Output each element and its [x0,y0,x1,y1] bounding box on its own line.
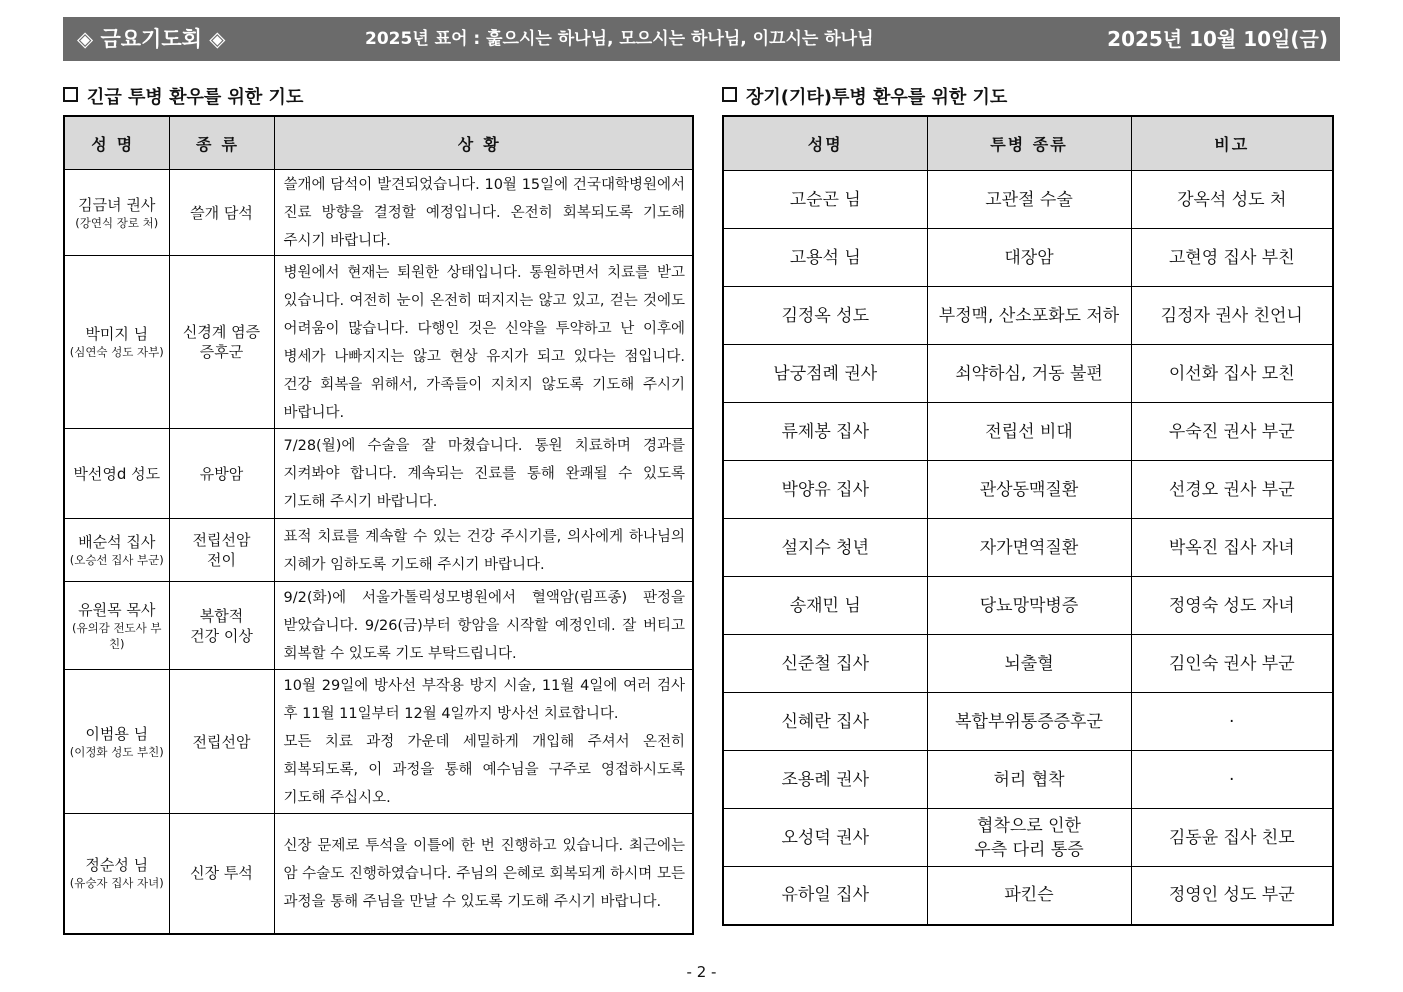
table-row [64,670,693,814]
table-row [723,287,1333,345]
patient-relation: (유숭자 집사 자녀) [69,876,164,891]
checkbox-square-icon [722,87,737,102]
note-cell: 이선화 집사 모친 [1131,345,1333,403]
urgent-prayer-table [63,115,694,935]
table-header-row [64,116,693,170]
illness-type: 부정맥, 산소포화도 저하 [938,305,1120,326]
column-header-situation: 상황 [274,116,693,170]
table-row [723,519,1333,577]
illness-cell [927,693,1131,751]
table-row [723,635,1333,693]
illness-cell [927,287,1131,345]
table-row [723,171,1333,229]
condition-text: 표적 치료를 계속할 수 있는 건강 주시기를, 의사에게 하나님의 지혜가 임하도록 기도해 주시기 바랍니다. [274,519,693,582]
illness-cell [927,635,1131,693]
checkbox-square-icon [63,87,78,102]
patient-name: 박미지 님 [85,325,149,343]
condition-text: 병원에서 현재는 퇴원한 상태입니다. 통원하면서 치료를 받고 있습니다. 여전히 눈이 온전히 떠지지는 않고 있고, 걷는 것에도 어려움이 많습니다. 다행인 것은 신약을 투약하고 난 이후에 병세가 나빠지지는 않고 현상 유지가 되고 있다는 점입니다. 건강 회복을 위해서, 가족들이 지치지 않도록 기도해 주시기 바랍니다. [274,256,693,429]
patient-name: 오성덕 권사 [723,809,927,867]
patient-relation: (오승선 집사 부군) [69,553,164,567]
longterm-section-title [722,86,1007,110]
illness-cell [927,577,1131,635]
patient-name: 고순곤 님 [723,171,927,229]
table-row [723,693,1333,751]
patient-name: 설지수 청년 [723,519,927,577]
disease-type-cell [169,582,274,670]
illness-type: 자가면역질환 [979,537,1079,558]
illness-cell [927,345,1131,403]
table-row [64,170,693,256]
table-row [64,519,693,582]
note-cell: 강옥석 성도 처 [1131,171,1333,229]
patient-cell [64,582,169,670]
note-cell: 선경오 권사 부군 [1131,461,1333,519]
disease-type: 전이 [207,551,236,569]
column-header-name: 성명 [64,116,169,170]
illness-cell [927,461,1131,519]
condition-text: 7/28(월)에 수술을 잘 마쳤습니다. 통원 치료하며 경과를 지켜봐야 합니다. 계속되는 진료를 통해 완쾌될 수 있도록 기도해 주시기 바랍니다. [274,429,693,519]
note-cell: 정영숙 성도 자녀 [1131,577,1333,635]
illness-type: 뇌출혈 [1004,653,1054,674]
illness-cell [927,751,1131,809]
column-header-illness: 투병 종류 [927,116,1131,171]
column-header-type: 종류 [169,116,274,170]
longterm-section-title-text: 장기(기타)투병 환우를 위한 기도 [746,87,1008,108]
disease-type: 쓸개 담석 [190,203,253,222]
illness-type: 쇠약하심, 거동 불편 [955,363,1103,384]
table-row [723,461,1333,519]
disease-type: 건강 이상 [190,626,253,645]
column-header-note: 비고 [1131,116,1333,171]
annual-motto: 2025년 표어 : 훑으시는 하나님, 모으시는 하나님, 이끄시는 하나님 [365,29,874,49]
table-row [723,403,1333,461]
note-cell: · [1131,693,1333,751]
urgent-section-title [63,86,303,110]
page-title: ◈ 금요기도회 ◈ [77,27,226,51]
patient-name: 유원목 목사 [78,600,156,619]
disease-type-cell [169,429,274,519]
illness-cell [927,229,1131,287]
patient-name: 박선영d 성도 [73,464,161,483]
column-header-name: 성명 [723,116,927,171]
illness-type: 전립선 비대 [985,421,1073,442]
disease-type: 유방암 [199,464,244,483]
condition-text: 10월 29일에 방사선 부작용 방지 시술, 11월 4일에 여러 검사 후 11월 11일부터 12월 4일까지 방사선 치료합니다. 모든 치료 과정 가운데 세밀하게 개입해 주셔서 온전히 회복되도록, 이 과정을 통해 예수님을 구주로 영접하시도록 기도해 주십시오. [274,670,693,814]
patient-relation: (유의감 전도사 부친) [71,620,162,651]
disease-type: 신장 투석 [190,864,253,883]
illness-type: 당뇨망막병증 [979,595,1079,616]
disease-type-cell [169,170,274,256]
disease-type-cell [169,670,274,814]
illness-type: 허리 협착 [993,769,1065,790]
table-header-row [723,116,1333,171]
disease-type: 신경계 염증 [182,323,261,341]
page-number: - 2 - [686,963,717,981]
illness-cell [927,867,1131,925]
disease-type-cell [169,814,274,934]
patient-name: 배순석 집사 [78,533,156,551]
table-row [64,582,693,670]
patient-name: 유하일 집사 [723,867,927,925]
note-cell: 김동윤 집사 친모 [1131,809,1333,867]
patient-cell [64,170,169,256]
illness-type: 파킨슨 [1004,885,1054,906]
patient-name: 김정옥 성도 [723,287,927,345]
illness-cell [927,403,1131,461]
table-row [64,429,693,519]
patient-name: 송재민 님 [723,577,927,635]
condition-text: 쓸개에 담석이 발견되었습니다. 10월 15일에 건국대학병원에서 진료 방향을 결정할 예정입니다. 온전히 회복되도록 기도해 주시기 바랍니다. [274,170,693,256]
patient-name: 김금녀 권사 [78,195,156,214]
patient-cell [64,256,169,429]
note-cell: 김인숙 권사 부군 [1131,635,1333,693]
table-row [64,814,693,934]
patient-name: 정순성 님 [85,856,149,875]
table-row [723,577,1333,635]
disease-type: 전립선암 [192,531,251,549]
note-cell: 우숙진 권사 부군 [1131,403,1333,461]
condition-text: 9/2(화)에 서울가톨릭성모병원에서 혈액암(림프종) 판정을 받았습니다. 9/26(금)부터 항암을 시작할 예정인데. 잘 버티고 회복할 수 있도록 기도 부탁드립니다. [274,582,693,670]
disease-type: 증후군 [199,343,244,361]
disease-type-cell [169,256,274,429]
illness-cell [927,171,1131,229]
patient-name: 남궁점례 권사 [723,345,927,403]
note-cell: 김정자 권사 친언니 [1131,287,1333,345]
illness-cell [927,519,1131,577]
note-cell: 정영인 성도 부군 [1131,867,1333,925]
patient-name: 류제봉 집사 [723,403,927,461]
illness-type: 관상동맥질환 [979,479,1079,500]
table-row [64,256,693,429]
note-cell: 고현영 집사 부친 [1131,229,1333,287]
illness-type: 고관절 수술 [985,189,1073,210]
longterm-prayer-table [722,115,1334,926]
patient-name: 신준철 집사 [723,635,927,693]
patient-cell [64,670,169,814]
illness-type: 복합부위통증증후군 [955,711,1103,732]
patient-cell [64,519,169,582]
condition-text: 신장 문제로 투석을 이틀에 한 번 진행하고 있습니다. 최근에는 암 수술도 진행하였습니다. 주님의 은혜로 회복되게 하시며 모든 과정을 통해 주님을 만날 수 있도록 기도해 주시기 바랍니다. [274,814,693,934]
illness-type: 협착으로 인한 [977,815,1081,836]
patient-name: 박양유 집사 [723,461,927,519]
patient-name: 신혜란 집사 [723,693,927,751]
patient-name: 이범용 님 [85,724,149,743]
patient-cell [64,429,169,519]
service-date: 2025년 10월 10일(금) [1107,27,1328,51]
table-row [723,867,1333,925]
disease-type-cell [169,519,274,582]
disease-type: 전립선암 [192,732,251,751]
table-row [723,345,1333,403]
urgent-section-title-text: 긴급 투병 환우를 위한 기도 [87,87,304,108]
patient-relation: (이정화 성도 부친) [69,744,164,759]
patient-cell [64,814,169,934]
illness-cell [927,809,1131,867]
patient-name: 조용례 권사 [723,751,927,809]
illness-type: 우측 다리 통증 [974,839,1084,860]
patient-relation: (심연숙 성도 자부) [69,345,164,359]
table-row [723,751,1333,809]
note-cell: 박옥진 집사 자녀 [1131,519,1333,577]
patient-name: 고용석 님 [723,229,927,287]
table-row [723,229,1333,287]
illness-type: 대장암 [1004,247,1054,268]
note-cell: · [1131,751,1333,809]
header-bar [63,17,1340,61]
table-row [723,809,1333,867]
patient-relation: (강연식 장로 처) [75,215,159,230]
disease-type: 복합적 [199,606,244,625]
